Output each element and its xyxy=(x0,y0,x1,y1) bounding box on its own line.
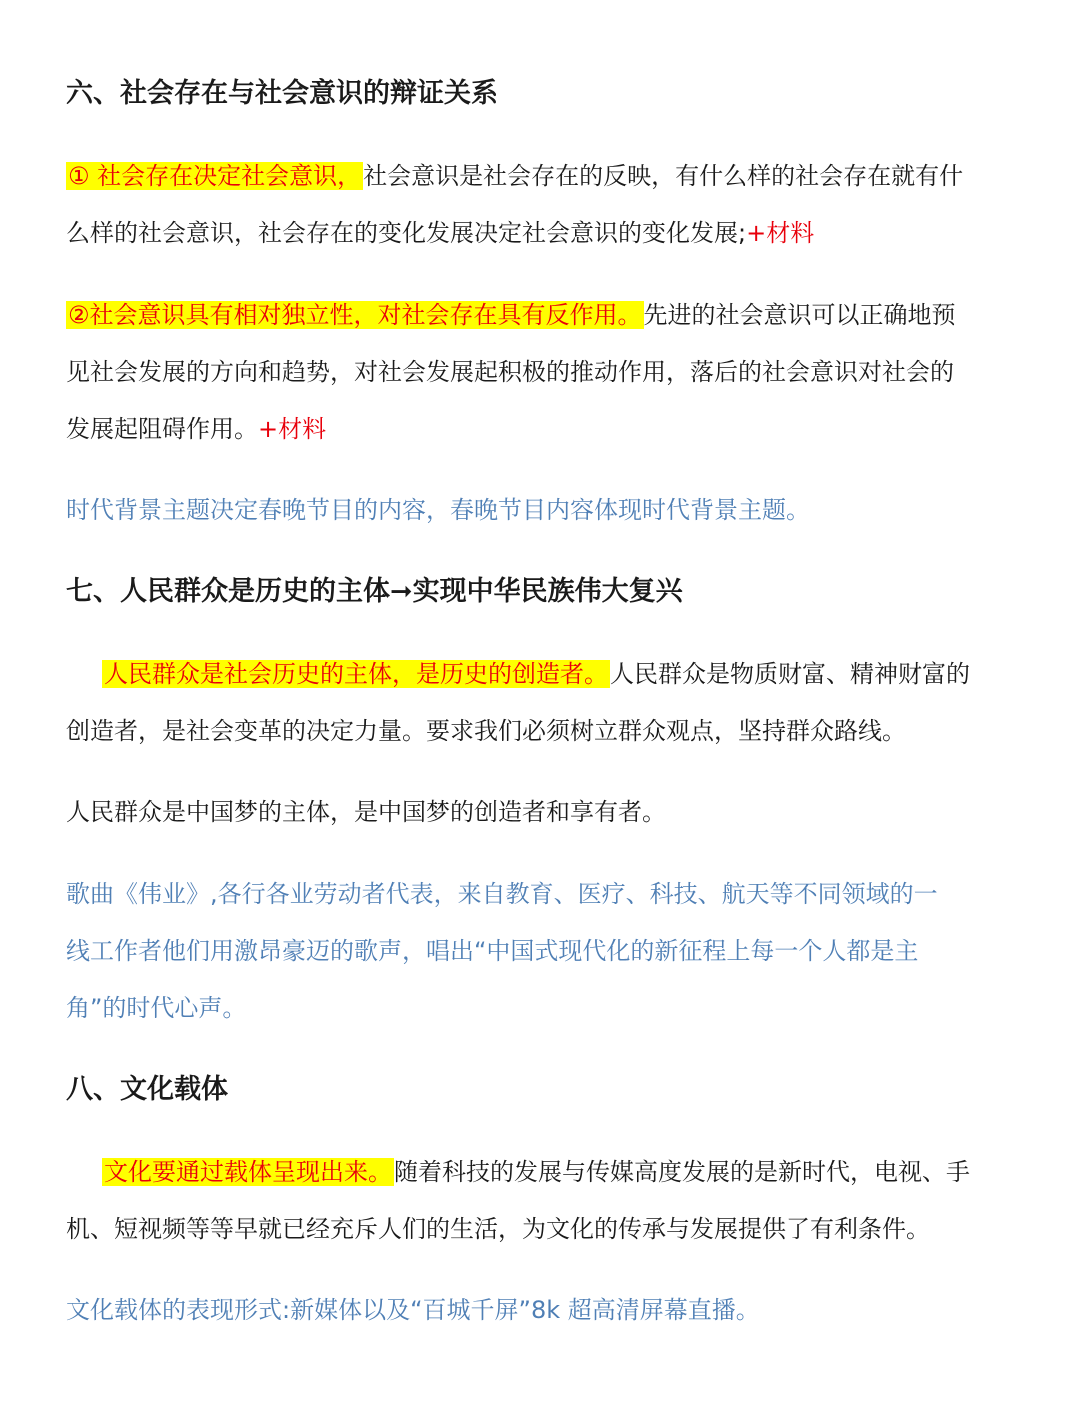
section-6-paragraph-1: ① 社会存在决定社会意识，社会意识是社会存在的反映，有什么样的社会存在就有什 么样的社会意识，社会存在的变化发展决定社会意识的变化发展;+材料 xyxy=(66,162,964,247)
highlight-key-point: 人民群众是社会历史的主体，是历史的创造者。 xyxy=(104,660,608,688)
section-6-paragraph-2: ②社会意识具有相对独立性，对社会存在具有反作用。先进的社会意识可以正确地预 见社会发展的方向和趋势，对社会发展起积极的推动作用，落后的社会意识对社会的 发展起阻碍作用。+材料 xyxy=(66,301,956,443)
section-6-example: 时代背景主题决定春晚节目的内容，春晚节目内容体现时代背景主题。 xyxy=(66,496,810,524)
section-6-title: 六、社会存在与社会意识的辩证关系 xyxy=(66,78,498,109)
highlight-key-point: 文化要通过载体呈现出来。 xyxy=(104,1158,392,1186)
section-7-title: 七、人民群众是历史的主体➞实现中华民族伟大复兴 xyxy=(66,576,683,607)
highlight-key-point: ① 社会存在决定社会意识， xyxy=(68,162,362,190)
section-7-paragraph-1: 人民群众是社会历史的主体，是历史的创造者。人民群众是物质财富、精神财富的 创造者，是社会变革的决定力量。要求我们必须树立群众观点，坚持群众路线。 xyxy=(66,660,970,745)
section-8-paragraph-1: 文化要通过载体呈现出来。随着科技的发展与传媒高度发展的是新时代，电视、手 机、短视频等等早就已经充斥人们的生活，为文化的传承与发展提供了有利条件。 xyxy=(66,1158,970,1243)
material-tag: +材料 xyxy=(746,219,815,247)
material-tag: +材料 xyxy=(258,415,327,443)
highlight-key-point: ②社会意识具有相对独立性，对社会存在具有反作用。 xyxy=(68,301,642,329)
section-8-example: 文化载体的表现形式:新媒体以及“百城千屏”8k 超高清屏幕直播。 xyxy=(66,1296,760,1324)
section-7-paragraph-2: 人民群众是中国梦的主体，是中国梦的创造者和享有者。 xyxy=(66,798,666,826)
section-7-example: 歌曲《伟业》,各行各业劳动者代表，来自教育、医疗、科技、航天等不同领域的一 线工作者他们用激昂豪迈的歌声，唱出“中国式现代化的新征程上每一个人都是主 角”的时代心声。 xyxy=(66,880,938,1022)
section-8-title: 八、文化载体 xyxy=(66,1074,228,1105)
